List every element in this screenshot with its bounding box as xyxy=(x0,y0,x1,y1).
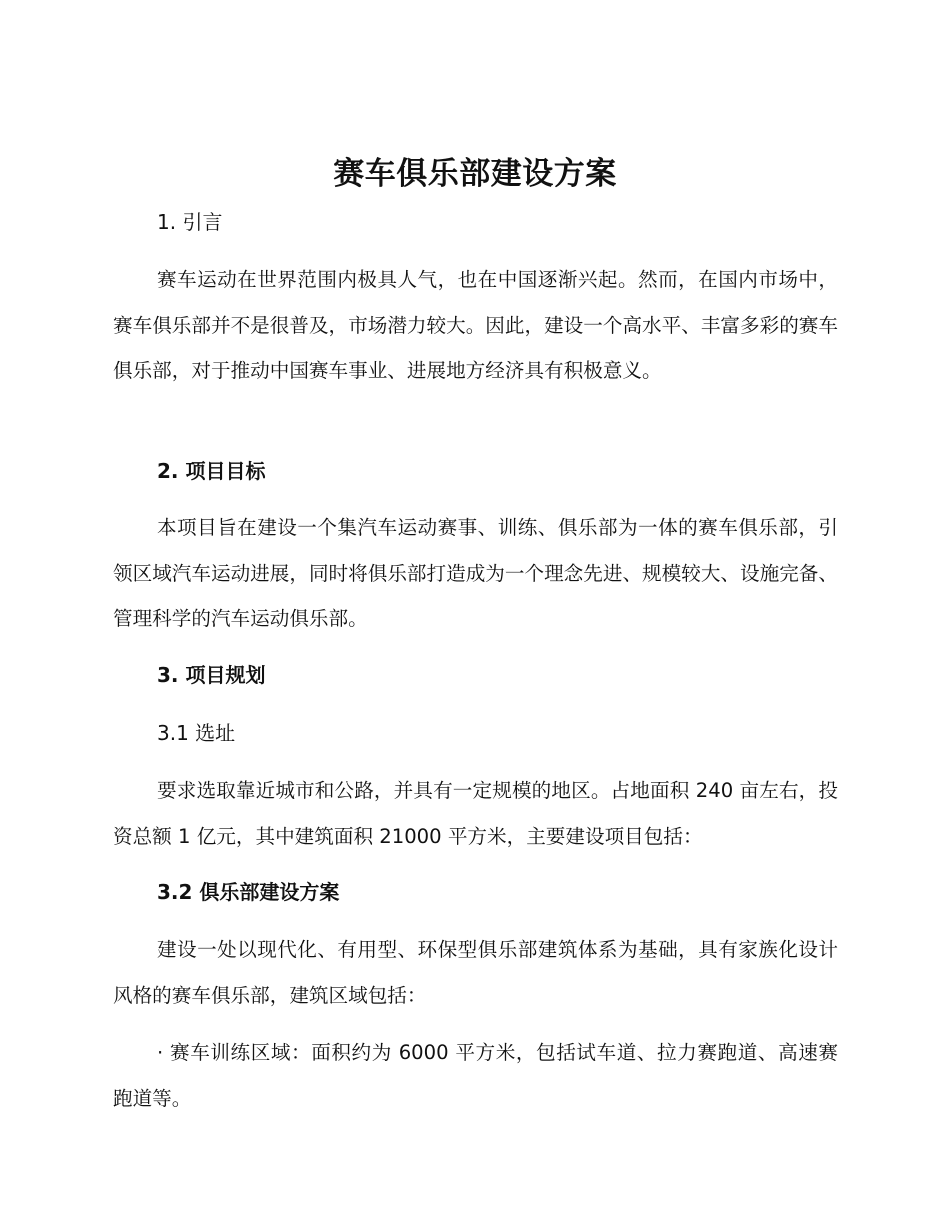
page-title: 赛车俱乐部建设方案 xyxy=(333,156,617,192)
subsection-heading-club: 3.2 俱乐部建设方案 xyxy=(157,880,340,904)
list-item-training-area: · 赛车训练区域：面积约为 6000 平方米，包括试车道、拉力赛跑道、高速赛跑道等。 xyxy=(113,1041,838,1110)
section-heading-intro: 1. 引言 xyxy=(157,210,223,234)
section-heading-plan: 3. 项目规划 xyxy=(157,663,266,687)
paragraph-intro: 赛车运动在世界范围内极具人气，也在中国逐渐兴起。然而，在国内市场中，赛车俱乐部并不是很普及，市场潜力较大。因此，建设一个高水平、丰富多彩的赛车俱乐部，对于推动中国赛车事业、进展地方经济具有积极意义。 xyxy=(113,268,838,382)
paragraph-site: 要求选取靠近城市和公路，并具有一定规模的地区。占地面积 240 亩左右，投资总额 1 亿元，其中建筑面积 21000 平方米，主要建设项目包括： xyxy=(113,779,838,848)
subsection-heading-site: 3.1 选址 xyxy=(157,721,236,745)
paragraph-club: 建设一处以现代化、有用型、环保型俱乐部建筑体系为基础，具有家族化设计风格的赛车俱乐部，建筑区域包括： xyxy=(113,938,838,1007)
section-heading-goal: 2. 项目目标 xyxy=(157,459,266,483)
paragraph-goal: 本项目旨在建设一个集汽车运动赛事、训练、俱乐部为一体的赛车俱乐部，引领区域汽车运动进展，同时将俱乐部打造成为一个理念先进、规模较大、设施完备、管理科学的汽车运动俱乐部。 xyxy=(113,516,838,630)
